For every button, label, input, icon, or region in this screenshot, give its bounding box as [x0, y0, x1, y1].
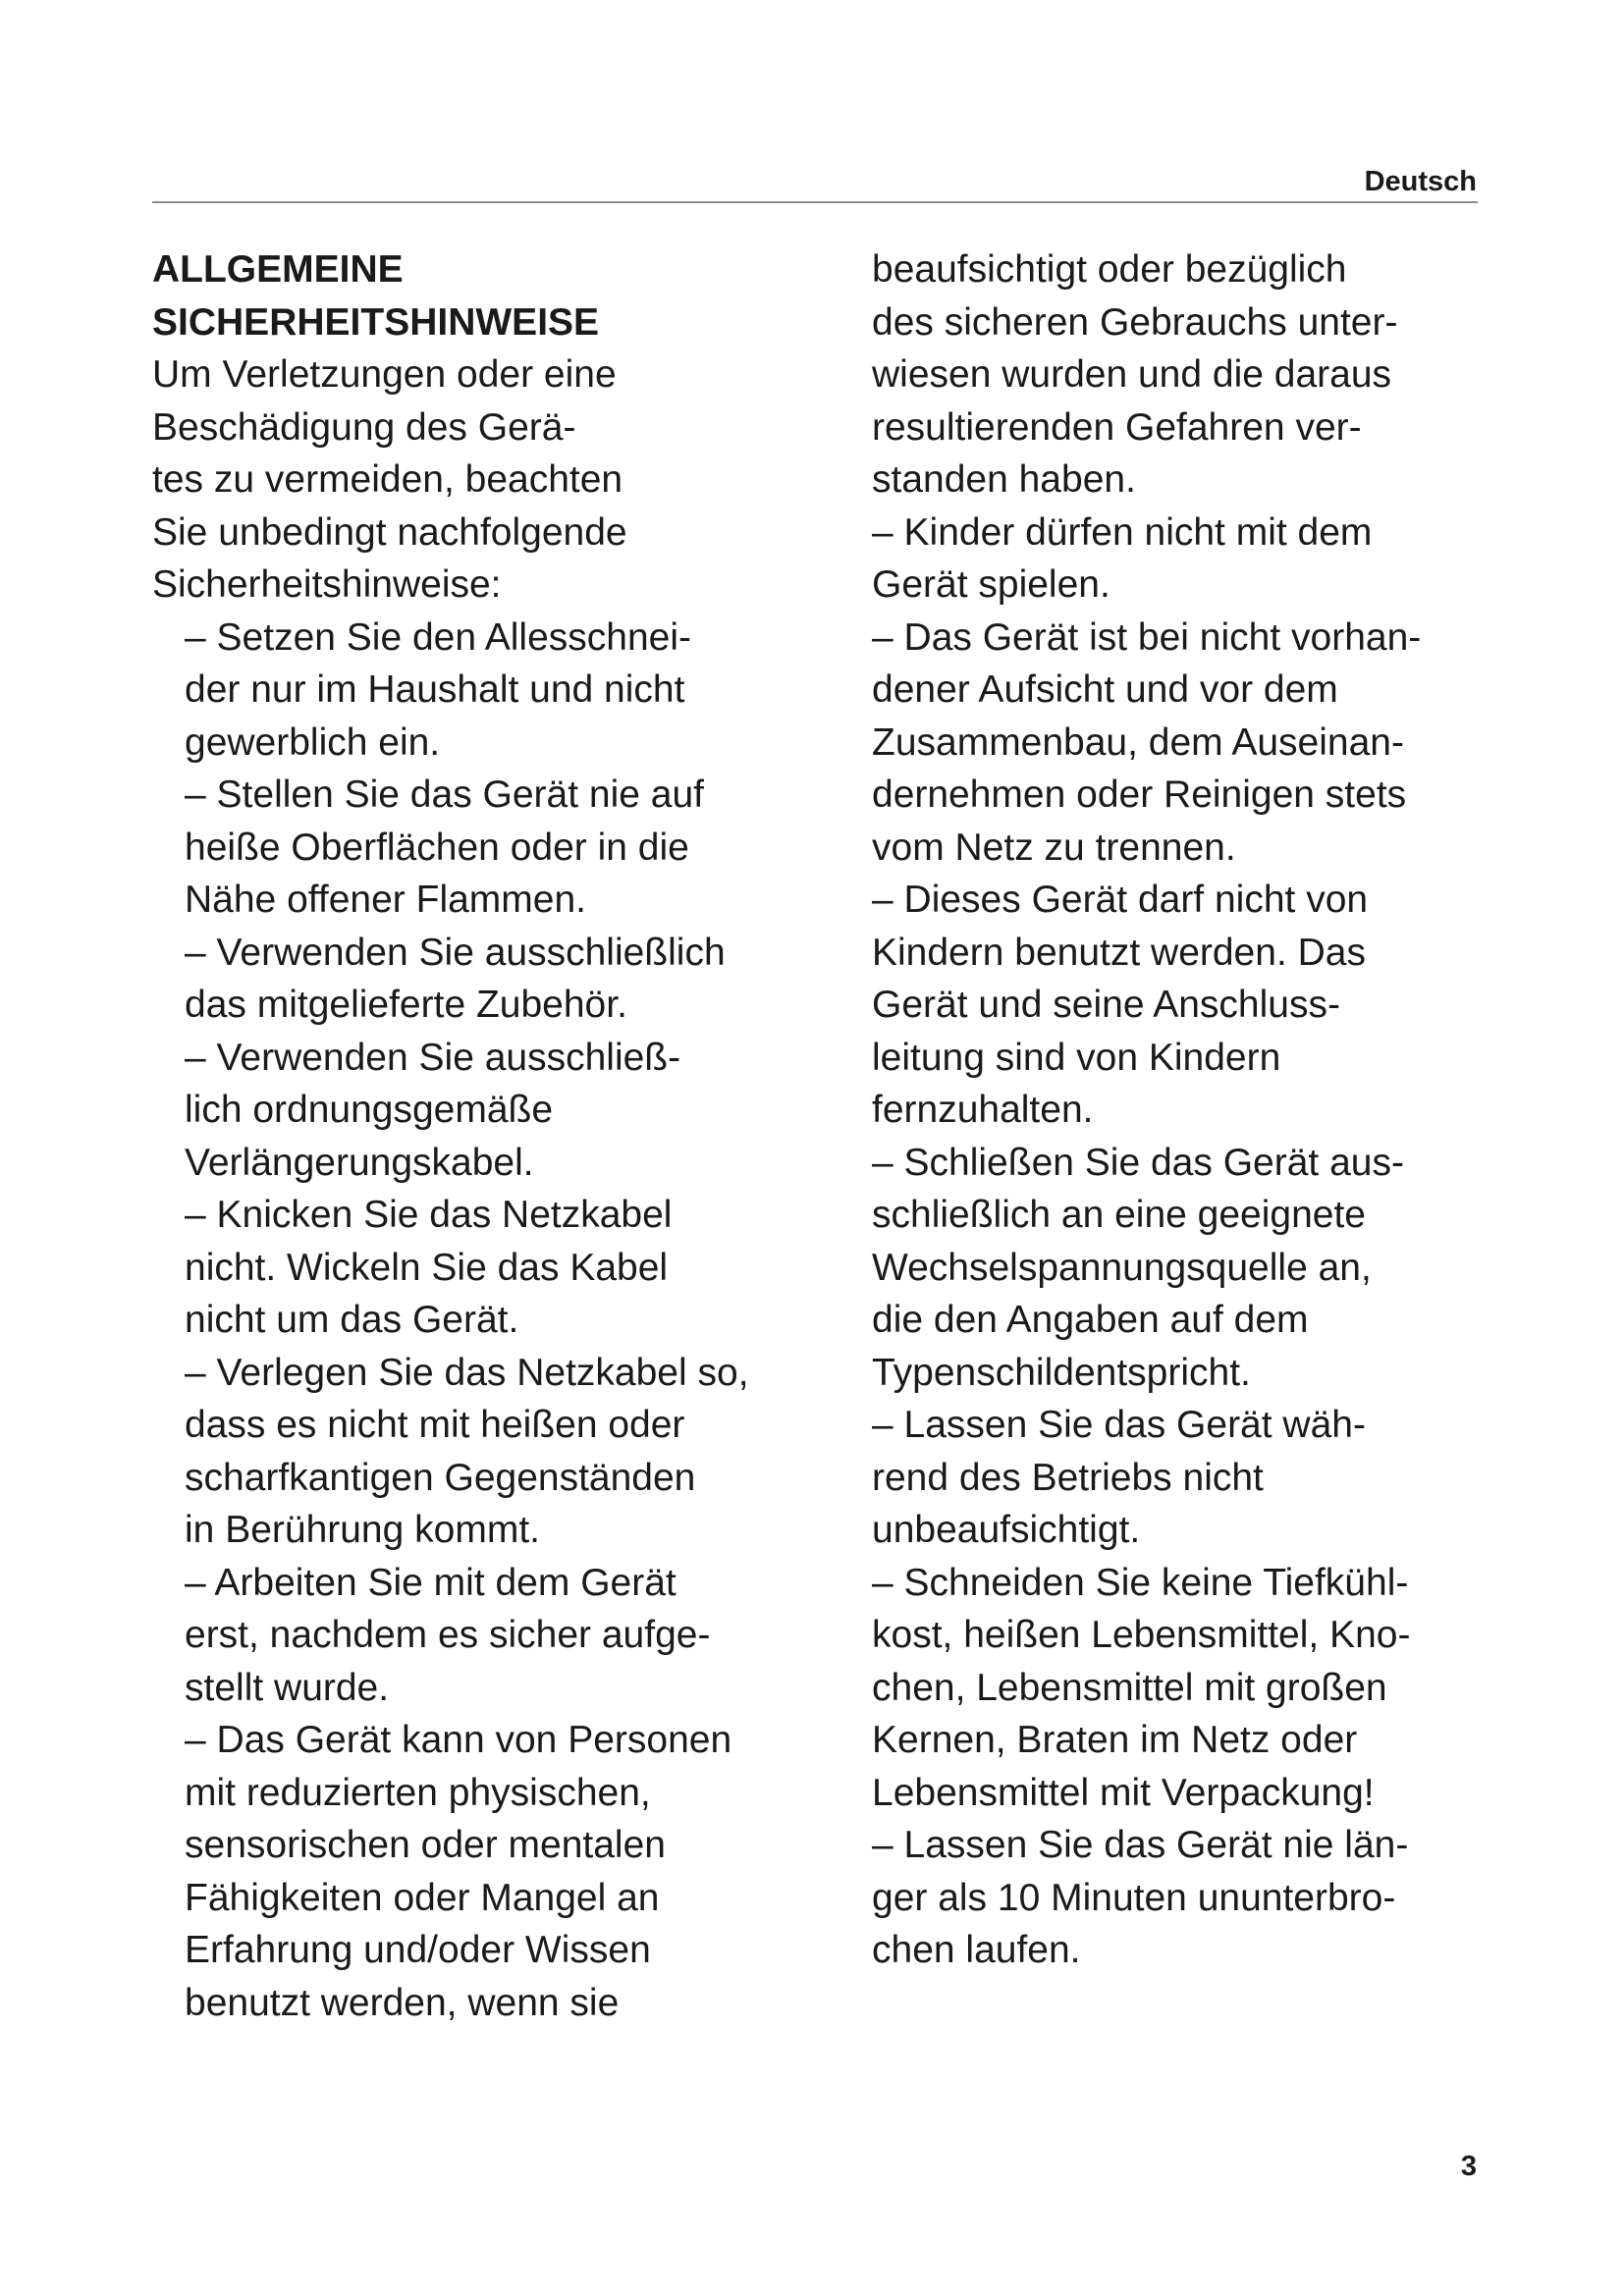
intro-paragraph [152, 348, 859, 612]
safety-item-line: Fähigkeiten oder Mangel an [185, 1876, 660, 1919]
safety-item-line: scharfkantigen Gegenständen [185, 1456, 696, 1499]
safety-item-line: kost, heißen Lebensmittel, Kno- [872, 1614, 1411, 1656]
safety-item-line: schließlich an eine geeignete [872, 1194, 1367, 1236]
intro-line: Beschädigung des Gerä- [152, 405, 576, 449]
intro-line: Sicherheitshinweise: [152, 563, 502, 606]
safety-item [152, 1347, 859, 1557]
safety-item-line: beaufsichtigt oder bezüglich [872, 248, 1347, 291]
safety-item-line: standen haben. [872, 458, 1136, 501]
safety-item-line: dernehmen oder Reinigen stets [872, 774, 1407, 816]
safety-item-line: leitung sind von Kindern [872, 1036, 1281, 1079]
safety-item-line: ger als 10 Minuten ununterbro- [872, 1876, 1396, 1919]
intro-line: Um Verletzungen oder eine [152, 353, 617, 396]
safety-item-line: dener Aufsicht und vor dem [872, 668, 1338, 711]
safety-item-line: unbeaufsichtigt. [872, 1509, 1141, 1551]
safety-item-line: – Schließen Sie das Gerät aus- [872, 1141, 1404, 1184]
safety-item-line: der nur im Haushalt und nicht [185, 668, 685, 711]
safety-item-line: die den Angaben auf dem [872, 1299, 1309, 1341]
safety-item [152, 927, 859, 1032]
safety-item-line: Kernen, Braten im Netz oder [872, 1719, 1358, 1761]
safety-item-line: sensorischen oder mentalen [185, 1824, 666, 1866]
safety-item-line: – Lassen Sie das Gerät nie län- [872, 1824, 1409, 1866]
safety-item [152, 1032, 859, 1190]
section-title [152, 243, 859, 348]
safety-item [872, 612, 1549, 875]
safety-item-line: das mitgelieferte Zubehör. [185, 984, 627, 1026]
safety-item-line: dass es nicht mit heißen oder [185, 1404, 685, 1446]
safety-item-line: heiße Oberflächen oder in die [185, 826, 689, 869]
safety-item-line: gewerblich ein. [185, 721, 441, 764]
safety-item-line: – Stellen Sie das Gerät nie auf [185, 774, 704, 816]
safety-item-line: rend des Betriebs nicht [872, 1456, 1264, 1499]
safety-item-line: resultierenden Gefahren ver- [872, 405, 1362, 449]
safety-item-line: chen laufen. [872, 1929, 1081, 1971]
safety-item-line: mit reduzierten physischen, [185, 1771, 651, 1814]
safety-item-line: stellt wurde. [185, 1666, 390, 1709]
safety-item-line: chen, Lebensmittel mit großen [872, 1666, 1387, 1709]
safety-item-line: – Setzen Sie den Allesschnei- [185, 615, 691, 659]
safety-item-line: – Arbeiten Sie mit dem Gerät [185, 1561, 677, 1604]
safety-item [152, 1557, 859, 1715]
left-safety-list [152, 612, 859, 2030]
header-divider [152, 201, 1478, 203]
safety-item-line: benutzt werden, wenn sie [185, 1981, 620, 2024]
intro-line: tes zu vermeiden, beachten [152, 458, 623, 501]
safety-item-line: Lebensmittel mit Verpackung! [872, 1771, 1375, 1814]
safety-item-line: des sicheren Gebrauchs unter- [872, 300, 1398, 344]
section-title-line: ALLGEMEINE [152, 248, 404, 291]
safety-item-line: Gerät spielen. [872, 563, 1110, 606]
safety-item-line: Nähe offener Flammen. [185, 879, 586, 921]
safety-item-line: Kindern benutzt werden. Das [872, 931, 1366, 974]
safety-item-line: Verlängerungskabel. [185, 1141, 534, 1184]
safety-item-line: in Berührung kommt. [185, 1509, 540, 1551]
safety-item-line: lich ordnungsgemäße [185, 1089, 554, 1131]
safety-item [152, 612, 859, 770]
safety-item [872, 507, 1549, 612]
safety-item [152, 769, 859, 927]
safety-item-line: – Schneiden Sie keine Tiefkühl- [872, 1561, 1409, 1604]
safety-item-line: – Das Gerät kann von Personen [185, 1719, 732, 1761]
safety-item-line: – Verlegen Sie das Netzkabel so, [185, 1351, 749, 1394]
safety-item-line: nicht um das Gerät. [185, 1299, 519, 1341]
safety-item-line: nicht. Wickeln Sie das Kabel [185, 1246, 669, 1289]
right-column [872, 243, 1549, 1977]
safety-item [872, 1557, 1549, 1820]
safety-item-line: Erfahrung und/oder Wissen [185, 1929, 651, 1971]
safety-item [152, 1189, 859, 1347]
safety-item [872, 874, 1549, 1137]
page-number: 3 [1460, 2151, 1477, 2182]
safety-item-line: – Lassen Sie das Gerät wäh- [872, 1404, 1366, 1446]
safety-item-line: erst, nachdem es sicher aufge- [185, 1614, 711, 1656]
safety-item [872, 243, 1549, 507]
safety-item-line: – Kinder dürfen nicht mit dem [872, 510, 1373, 554]
safety-item-line: – Das Gerät ist bei nicht vorhan- [872, 615, 1422, 659]
safety-item-line: Gerät und seine Anschluss- [872, 984, 1340, 1026]
safety-item-line: Typenschildentspricht. [872, 1351, 1251, 1394]
safety-item-line: – Knicken Sie das Netzkabel [185, 1194, 673, 1236]
safety-item-line: wiesen wurden und die daraus [872, 353, 1392, 396]
safety-item [872, 1399, 1549, 1557]
right-safety-list [872, 243, 1549, 1977]
header-language: Deutsch [1364, 166, 1477, 197]
section-title-line: SICHERHEITSHINWEISE [152, 300, 600, 344]
safety-item-line: – Dieses Gerät darf nicht von [872, 879, 1369, 921]
safety-item-line: Wechselspannungsquelle an, [872, 1246, 1372, 1289]
safety-item-line: – Verwenden Sie ausschließlich [185, 931, 726, 974]
safety-item-line: Zusammenbau, dem Auseinan- [872, 721, 1404, 764]
safety-item [872, 1137, 1549, 1400]
safety-item-line: – Verwenden Sie ausschließ- [185, 1036, 681, 1079]
safety-item [152, 1714, 859, 2029]
intro-line: Sie unbedingt nachfolgende [152, 510, 627, 554]
safety-item-line: fernzuhalten. [872, 1089, 1094, 1131]
left-column [152, 243, 859, 2029]
safety-item [872, 1819, 1549, 1977]
safety-item-line: vom Netz zu trennen. [872, 826, 1236, 869]
